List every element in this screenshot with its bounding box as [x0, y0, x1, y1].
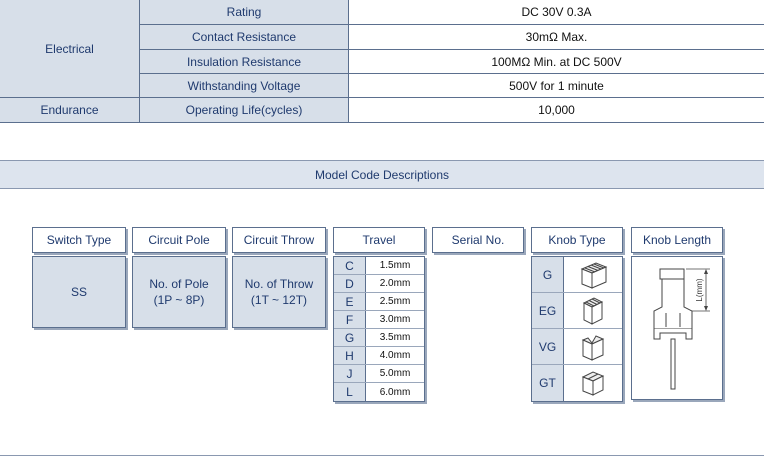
spec-value [349, 74, 764, 97]
header-text: Knob Type [548, 233, 606, 247]
knob-length-dim-label: L(mm) [695, 278, 704, 302]
spec-label-text: Insulation Resistance [186, 54, 302, 69]
knob-code: EG [532, 293, 564, 328]
extended-grooved-knob-icon [564, 293, 622, 328]
travel-value: 3.5mm [366, 329, 424, 346]
travel-code: H [334, 347, 366, 364]
circuit-throw-line1: No. of Throw [244, 277, 314, 291]
travel-code: F [334, 311, 366, 328]
divider [140, 49, 764, 50]
header-text: Circuit Throw [243, 233, 315, 247]
category-endurance-label: Endurance [40, 103, 99, 117]
header-text: Switch Type [46, 233, 112, 247]
switch-type-value [32, 256, 126, 328]
travel-code: C [334, 257, 366, 274]
spec-label-text: Contact Resistance [191, 30, 297, 44]
spec-value-text: 30mΩ Max. [525, 30, 588, 44]
spec-label-text: Operating Life(cycles) [185, 103, 303, 117]
travel-value: 2.5mm [366, 293, 424, 310]
spec-value-text: 100MΩ Min. at DC 500V [491, 54, 622, 69]
travel-value: 4.0mm [366, 347, 424, 364]
spec-label [140, 74, 349, 97]
category-endurance [0, 98, 140, 122]
spec-value-text: 500V for 1 minute [509, 78, 604, 93]
travel-code: E [334, 293, 366, 310]
travel-value: 3.0mm [366, 311, 424, 328]
travel-row [334, 257, 424, 275]
circuit-pole-line2: (1P ~ 8P) [153, 293, 205, 307]
travel-value: 6.0mm [366, 383, 424, 401]
category-electrical-label: Electrical [45, 41, 94, 56]
header-text: Serial No. [451, 233, 505, 247]
grooved-knob-icon [564, 257, 622, 292]
travel-value: 5.0mm [366, 365, 424, 382]
gt-knob-icon [564, 365, 622, 401]
header-circuit-pole [132, 227, 226, 253]
header-text: Knob Length [642, 233, 712, 247]
travel-row [334, 329, 424, 347]
header-knob-type [531, 227, 623, 253]
knob-row [532, 329, 622, 365]
travel-row [334, 293, 424, 311]
travel-code: G [334, 329, 366, 346]
knob-row [532, 257, 622, 293]
knob-code: G [532, 257, 564, 292]
travel-row [334, 347, 424, 365]
header-travel [333, 227, 425, 253]
divider [140, 73, 764, 74]
spec-value [349, 50, 764, 73]
model-code-title [0, 161, 764, 189]
circuit-throw-line2: (1T ~ 12T) [250, 293, 308, 307]
knob-row [532, 365, 622, 401]
switch-type-text: SS [70, 285, 87, 299]
knob-length-diagram [631, 256, 723, 400]
travel-value: 2.0mm [366, 275, 424, 292]
spec-value [349, 98, 764, 122]
spec-label [140, 0, 349, 24]
knob-row [532, 293, 622, 329]
divider [0, 122, 764, 123]
category-electrical [0, 0, 140, 97]
knob-code: VG [532, 329, 564, 364]
header-circuit-throw [232, 227, 326, 253]
spec-label-text: Withstanding Voltage [187, 78, 301, 93]
divider [140, 24, 764, 25]
circuit-pole-value [132, 256, 226, 328]
spec-label [140, 50, 349, 73]
header-text: Circuit Pole [148, 233, 210, 247]
header-serial-no [432, 227, 524, 253]
model-code-title-text: Model Code Descriptions [314, 167, 450, 182]
travel-code: J [334, 365, 366, 382]
spec-label-text: Rating [226, 5, 262, 19]
spec-value-text: DC 30V 0.3A [521, 5, 592, 19]
travel-table [333, 256, 425, 402]
knob-code: GT [532, 365, 564, 401]
spec-value [349, 0, 764, 24]
spec-label [140, 25, 349, 49]
travel-value: 1.5mm [366, 257, 424, 274]
travel-code: L [334, 383, 366, 401]
header-knob-length [631, 227, 723, 253]
spec-value [349, 25, 764, 49]
spec-value-text: 10,000 [538, 103, 575, 117]
travel-row [334, 311, 424, 329]
v-groove-knob-icon [564, 329, 622, 364]
travel-row [334, 365, 424, 383]
header-switch-type [32, 227, 126, 253]
travel-code: D [334, 275, 366, 292]
spec-label [140, 98, 349, 122]
travel-row [334, 275, 424, 293]
divider [0, 97, 764, 98]
circuit-pole-line1: No. of Pole [149, 277, 209, 291]
knob-length-drawing [632, 257, 722, 399]
travel-row [334, 383, 424, 401]
header-text: Travel [362, 233, 396, 247]
circuit-throw-value [232, 256, 326, 328]
knob-type-table [531, 256, 623, 402]
